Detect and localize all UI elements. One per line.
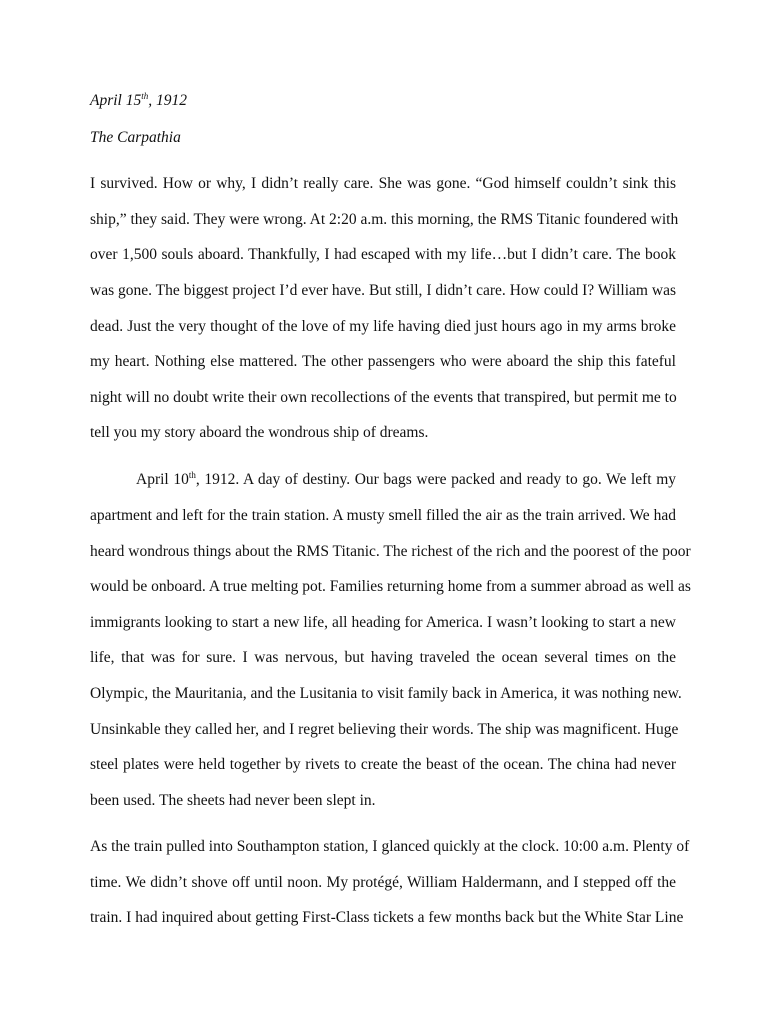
paragraph-1-line: I survived. How or why, I didn’t really care. She was gone. “God himself couldn’t sink this	[90, 175, 676, 192]
paragraph-3-line: train. I had inquired about getting First-Class tickets a few months back but the White Star Line	[90, 909, 684, 926]
paragraph-2-line: would be onboard. A true melting pot. Families returning home from a summer abroad as well as	[90, 578, 691, 595]
paragraph-2-line: apartment and left for the train station. A musty smell filled the air as the train arrived. We had	[90, 507, 676, 524]
paragraph-3-line: As the train pulled into Southampton station, I glanced quickly at the clock. 10:00 a.m. Plenty of	[90, 838, 690, 855]
paragraph-1-line: ship,” they said. They were wrong. At 2:20 a.m. this morning, the RMS Titanic foundered with	[90, 211, 679, 228]
entry-date: April 15th, 1912	[90, 91, 188, 109]
paragraph-1-line: night will no doubt write their own recollections of the events that transpired, but permit me to	[90, 389, 677, 406]
paragraph-1-line: was gone. The biggest project I’d ever have. But still, I didn’t care. How could I? William was	[90, 282, 676, 299]
paragraph-1-line: tell you my story aboard the wondrous ship of dreams.	[90, 424, 429, 441]
paragraph-2-first-line: April 10th, 1912. A day of destiny. Our bags were packed and ready to go. We left my	[136, 470, 677, 488]
paragraph-1-line: over 1,500 souls aboard. Thankfully, I had escaped with my life…but I didn’t care. The book	[90, 246, 676, 263]
paragraph-1-line: my heart. Nothing else mattered. The other passengers who were aboard the ship this fateful	[90, 353, 676, 370]
paragraph-2-line: Unsinkable they called her, and I regret believing their words. The ship was magnificent. Huge	[90, 721, 679, 738]
paragraph-2-line: steel plates were held together by rivets to create the beast of the ocean. The china had never	[90, 756, 676, 773]
paragraph-2-line: life, that was for sure. I was nervous, but having traveled the ocean several times on the	[90, 649, 676, 666]
paragraph-2-line: heard wondrous things about the RMS Titanic. The richest of the rich and the poorest of the poor	[90, 543, 691, 560]
entry-location: The Carpathia	[90, 129, 181, 146]
paragraph-3-line: time. We didn’t shove off until noon. My protégé, William Haldermann, and I stepped off the	[90, 874, 676, 891]
paragraph-1-line: dead. Just the very thought of the love of my life having died just hours ago in my arms broke	[90, 318, 676, 335]
paragraph-2-line: Olympic, the Mauritania, and the Lusitania to visit family back in America, it was nothing new.	[90, 685, 682, 702]
paragraph-2-line: been used. The sheets had never been slept in.	[90, 792, 376, 809]
paragraph-2-line: immigrants looking to start a new life, all heading for America. I wasn’t looking to start a new	[90, 614, 676, 631]
